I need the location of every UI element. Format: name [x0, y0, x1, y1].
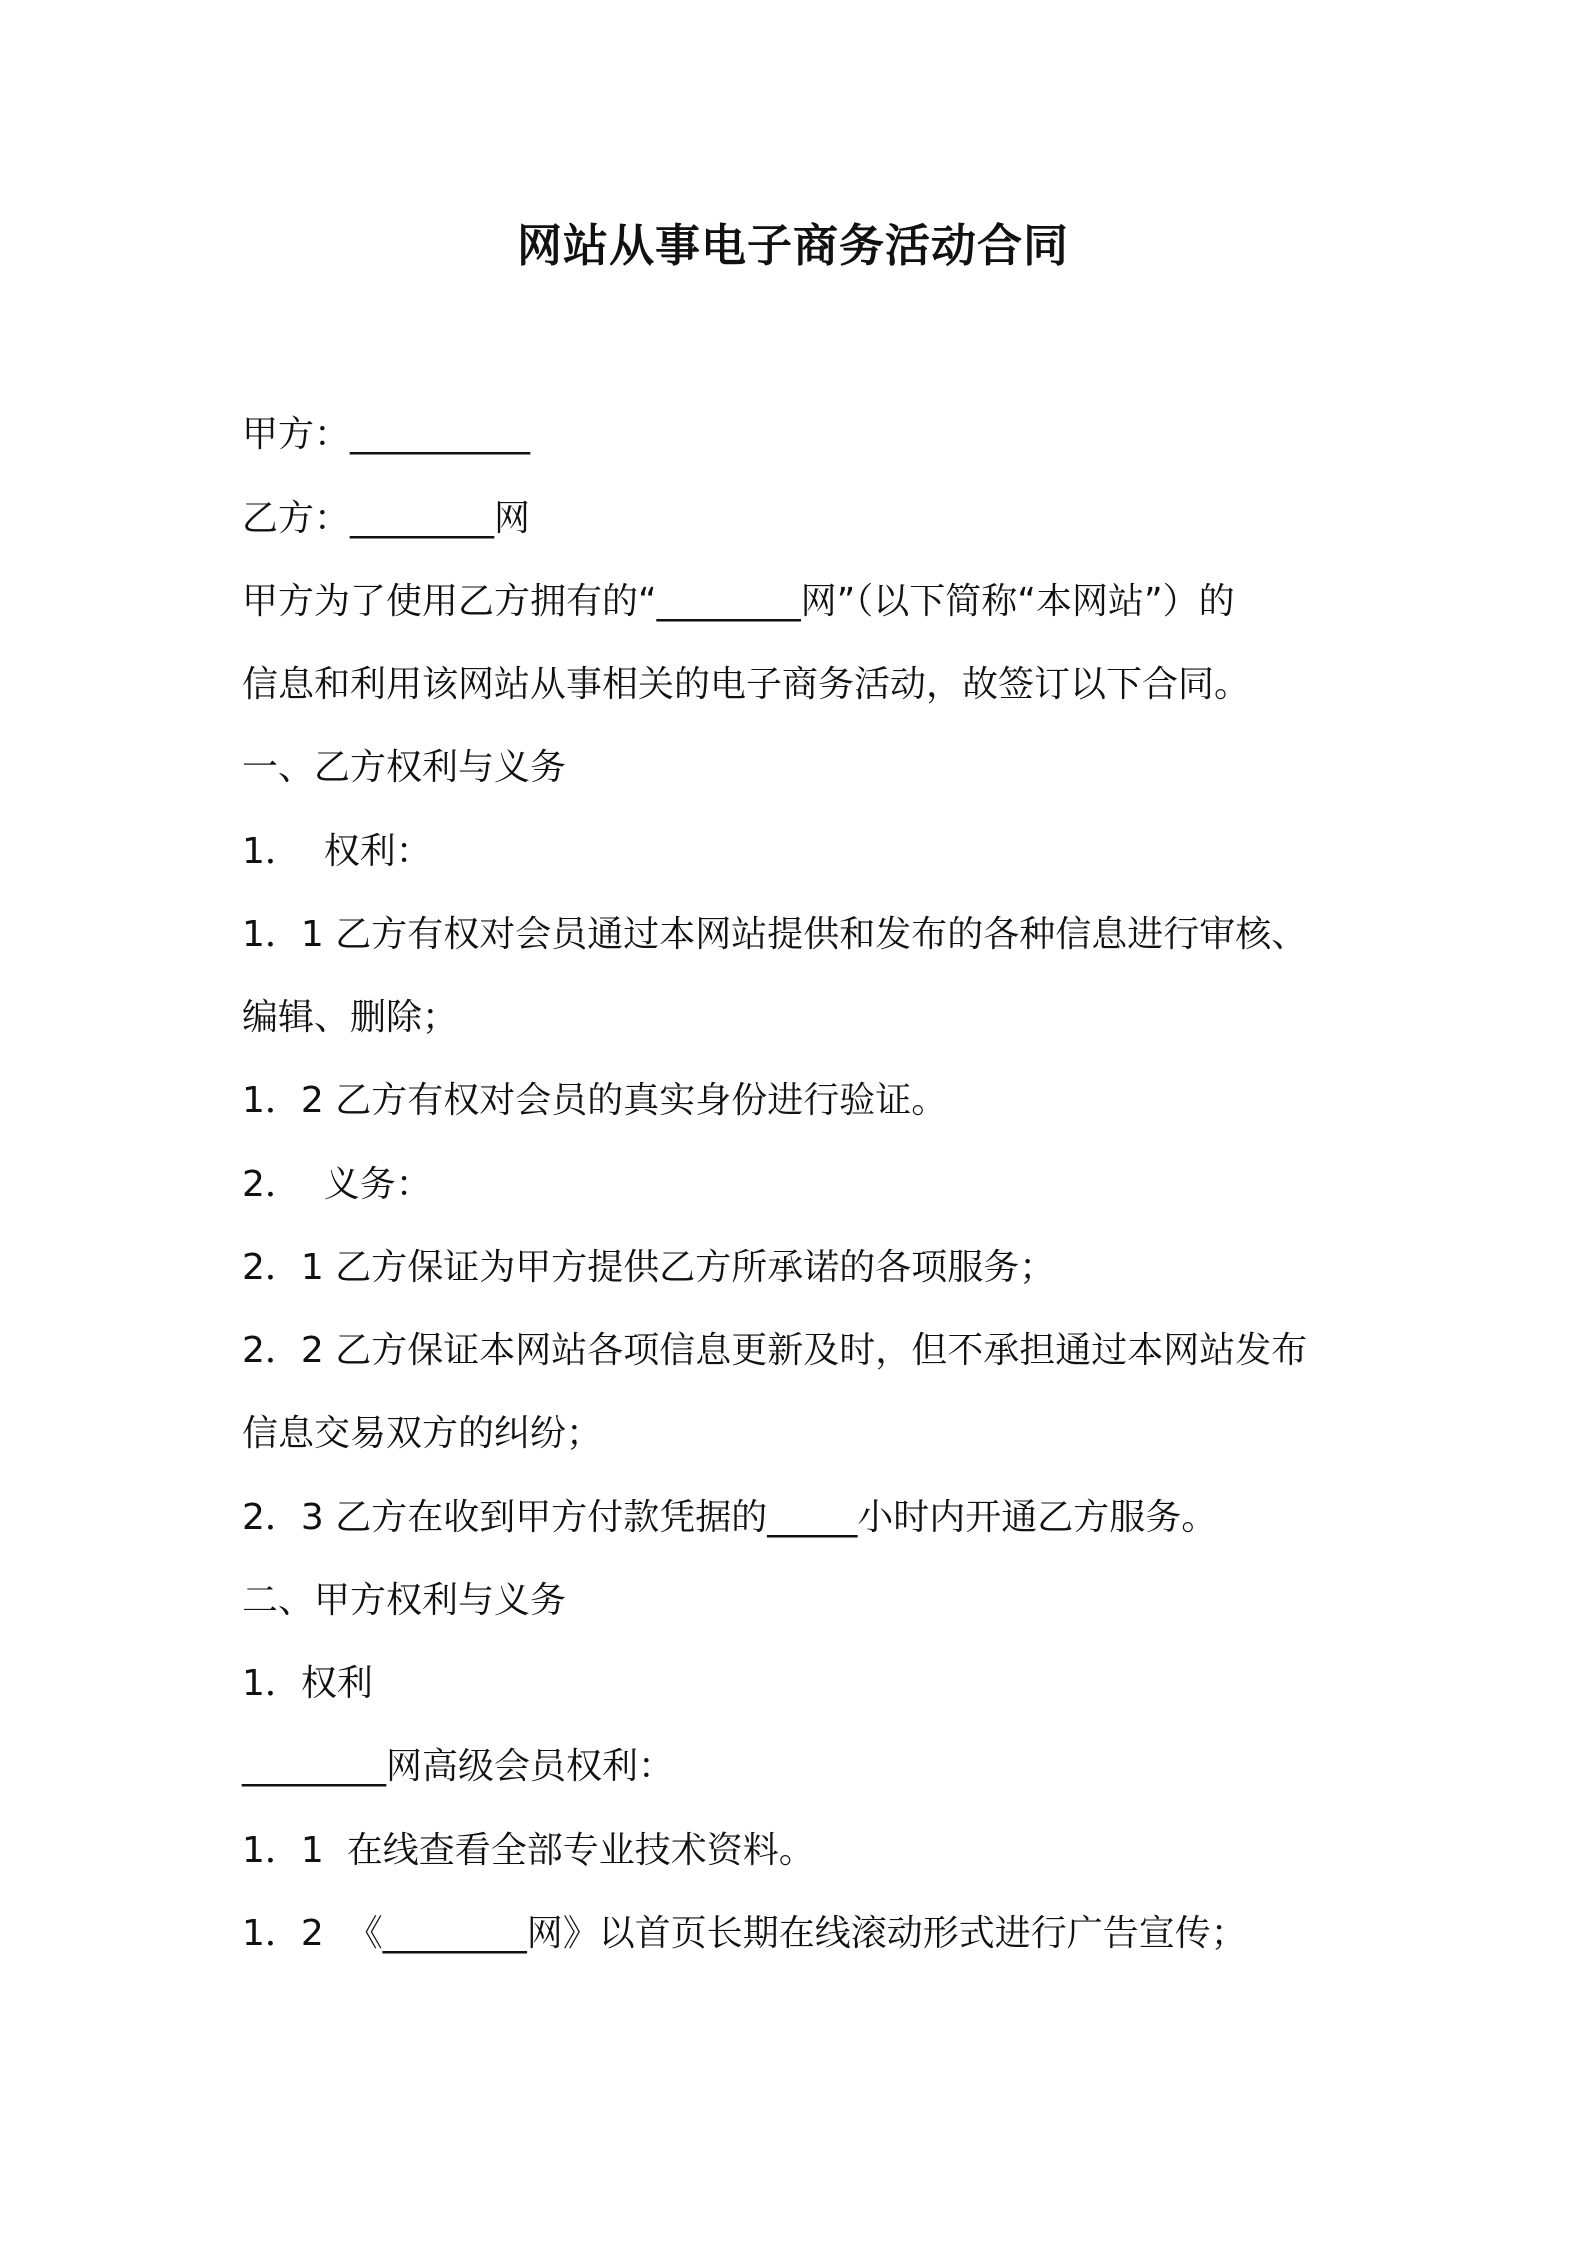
clause-text: ________网高级会员权利：	[242, 1746, 675, 1787]
clause-text: 1．1 在线查看全部专业技术资料。	[242, 1830, 815, 1871]
party-b-line: 乙方：________网	[242, 498, 531, 539]
clause-text: 2．1 乙方保证为甲方提供乙方所承诺的各项服务；	[242, 1247, 1056, 1288]
clause-text: 编辑、删除；	[242, 997, 459, 1038]
document-title: 网站从事电子商务活动合同	[516, 219, 1069, 272]
clause-text: 1．2 乙方有权对会员的真实身份进行验证。	[242, 1080, 948, 1121]
clause-heading: 1．权利	[242, 1663, 373, 1704]
party-a-line: 甲方：__________	[242, 414, 531, 455]
section-heading-1: 一、乙方权利与义务	[242, 747, 567, 788]
preamble-line-2: 信息和利用该网站从事相关的电子商务活动，故签订以下合同。	[242, 664, 1251, 705]
clause-text: 1．1 乙方有权对会员通过本网站提供和发布的各种信息进行审核、	[242, 914, 1308, 955]
clause-heading: 1． 权利：	[242, 831, 432, 872]
clause-text: 信息交易双方的纠纷；	[242, 1413, 603, 1454]
clause-text: 2．3 乙方在收到甲方付款凭据的_____小时内开通乙方服务。	[242, 1497, 1218, 1538]
clause-text: 1．2 《________网》以首页长期在线滚动形式进行广告宣传；	[242, 1913, 1247, 1954]
clause-heading: 2． 义务：	[242, 1164, 432, 1205]
preamble-line-1: 甲方为了使用乙方拥有的“________网”（以下简称“本网站”）的	[242, 581, 1235, 622]
section-heading-2: 二、甲方权利与义务	[242, 1580, 567, 1621]
clause-text: 2．2 乙方保证本网站各项信息更新及时，但不承担通过本网站发布	[242, 1330, 1308, 1371]
